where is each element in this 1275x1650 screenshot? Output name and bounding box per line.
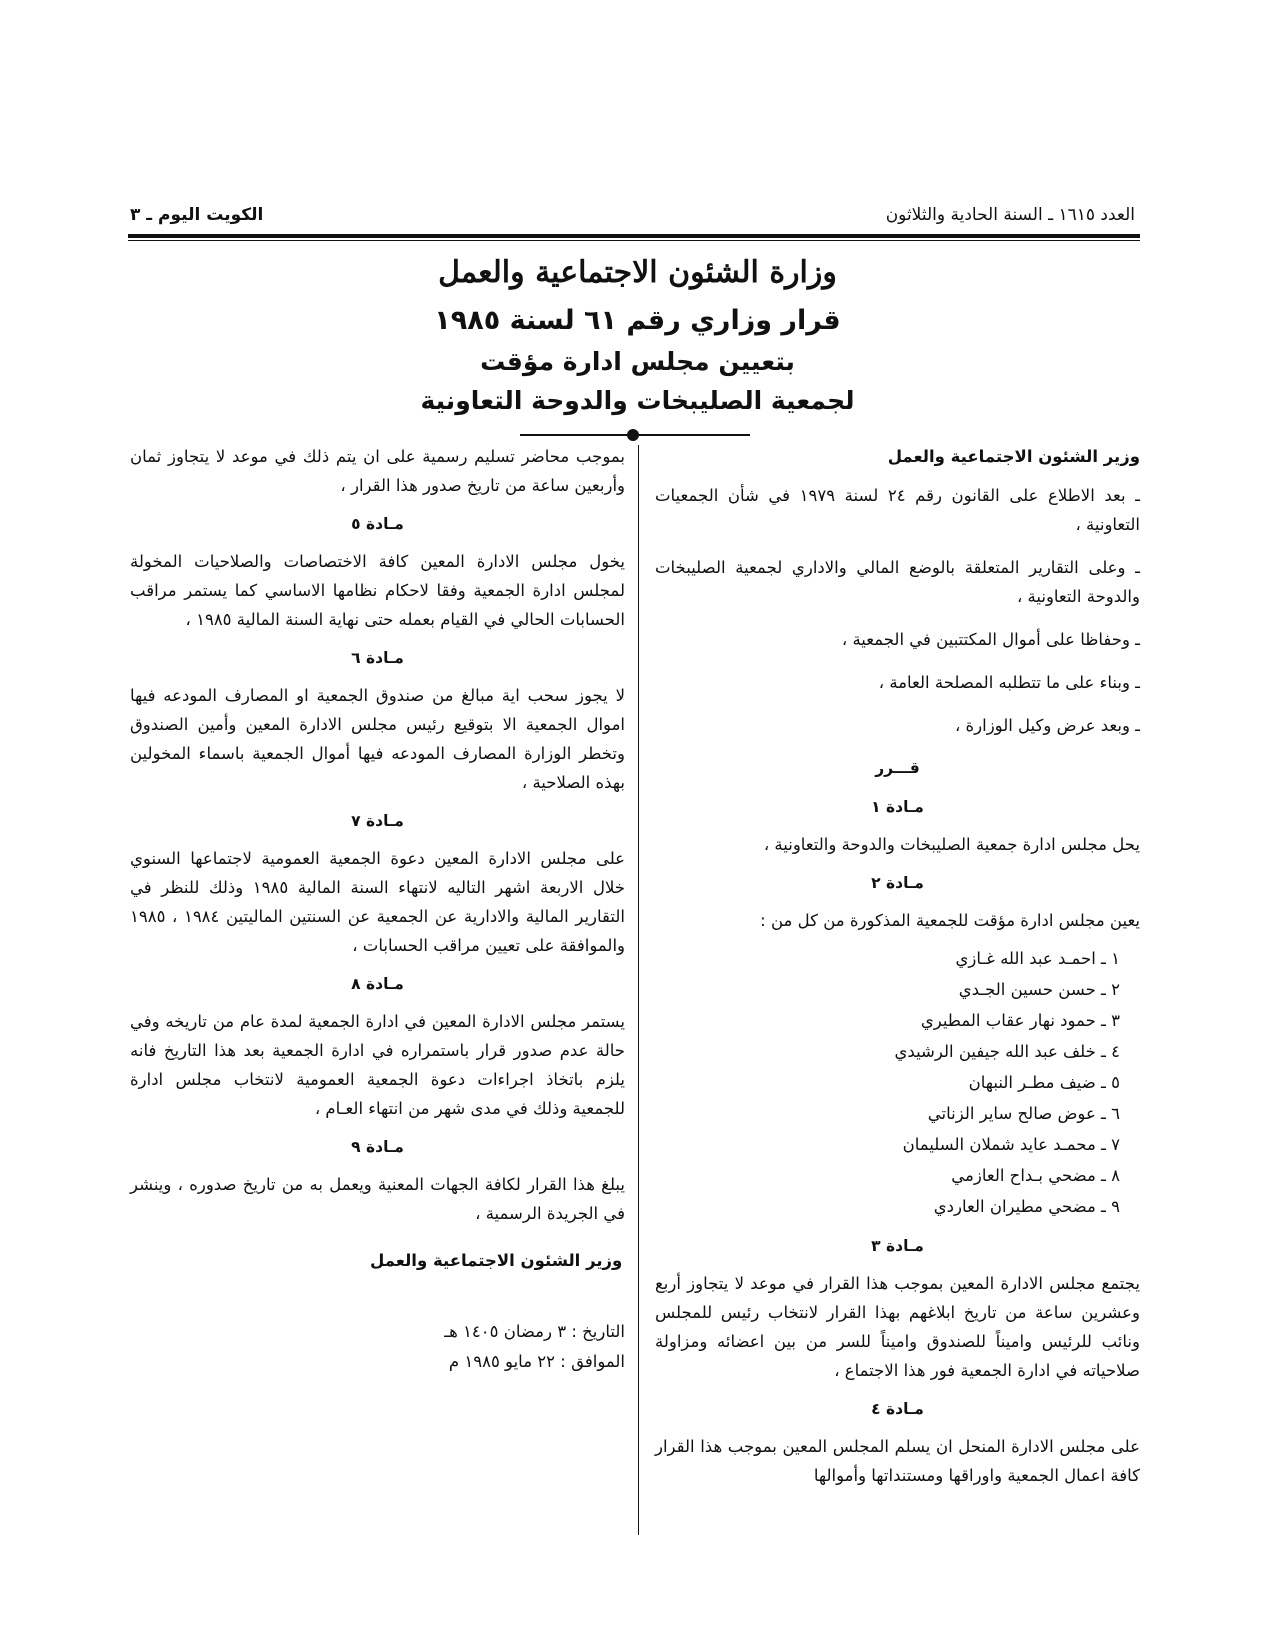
decided-heading: قـــرر: [875, 759, 920, 777]
minister-signature: وزير الشئون الاجتماعية والعمل: [370, 1251, 623, 1270]
article-2-heading: مـادة ٢: [871, 874, 924, 892]
article-1-text: يحل مجلس ادارة جمعية الصليبخات والدوحة والتعاونية ،: [763, 835, 1140, 854]
article-2-text: يعين مجلس ادارة مؤقت للجمعية المذكورة من كل من :: [760, 911, 1140, 930]
issue-label: العدد ١٦١٥ ـ السنة الحادية والثلاثون: [885, 205, 1135, 225]
article-5-text: يخول مجلس الادارة المعين كافة الاختصاصات والصلاحيات المخولة لمجلس ادارة الجمعية وفقا لاحكام نظامها الاساسي كما يستمر مراقب الحسابات الحالي في القيام بعمله حتى نهاية السنة المالية ١٩٨٥ ،: [130, 552, 625, 629]
article-9-heading: مـادة ٩: [351, 1138, 404, 1156]
date-block: [130, 1317, 625, 1377]
header-rule-thin: [128, 240, 1140, 241]
recital: ـ وبعد عرض وكيل الوزارة ،: [954, 716, 1140, 735]
list-item: ٥ ـ ضيف مطـر النبهان: [968, 1073, 1120, 1092]
decision-subtitle-1: بتعيين مجلس ادارة مؤقت: [480, 347, 795, 376]
members-list: [655, 943, 1140, 1222]
article-3-text: يجتمع مجلس الادارة المعين بموجب هذا القرار في موعد لا يتجاوز أربع وعشرين ساعة من تاريخ ابلاغهم بهذا القرار لانتخاب رئيس للمجلس ونائب للرئيس واميناً للصندوق واميناً للسر من بين اعضائه ومزاولة صلاحياته في ادارة الجمعية فور هذا الاجتماع ،: [655, 1274, 1140, 1380]
article-8-text: يستمر مجلس الادارة المعين في ادارة الجمعية لمدة عام من تاريخه وفي حالة عدم صدور قرار باستمراره في ادارة الجمعية بعد هذا التاريخ فانه يلزم باتخاذ اجراءات دعوة الجمعية العمومية لانتخاب مجلس ادارة للجمعية وذلك في مدى شهر من انتهاء العـام ،: [130, 1012, 625, 1118]
article-3-heading: مـادة ٣: [871, 1237, 924, 1255]
article-1-heading: مـادة ١: [871, 798, 924, 816]
list-item: ٤ ـ خلف عبد الله جيفين الرشيدي: [894, 1042, 1120, 1061]
list-item: ٣ ـ حمود نهار عقاب المطيري: [920, 1011, 1120, 1030]
date-hijri: التاريخ : ٣ رمضان ١٤٠٥ هـ: [444, 1322, 625, 1341]
recital: ـ وعلى التقارير المتعلقة بالوضع المالي والاداري لجمعية الصليبخات والدوحة التعاونية ،: [655, 558, 1140, 606]
list-item: ٦ ـ عوض صالح ساير الزناتي: [927, 1104, 1120, 1123]
article-7-heading: مـادة ٧: [351, 812, 404, 830]
article-4-heading: مـادة ٤: [871, 1400, 924, 1418]
recital: ـ بعد الاطلاع على القانون رقم ٢٤ لسنة ١٩٧٩ في شأن الجمعيات التعاونية ،: [655, 486, 1140, 534]
list-item: ٩ ـ مضحي مطيران العاردي: [933, 1197, 1120, 1216]
list-item: ١ ـ احمـد عبد الله غـازي: [955, 949, 1120, 968]
decision-subtitle-2: لجمعية الصليبخات والدوحة التعاونية: [420, 386, 855, 415]
recital: ـ وحفاظا على أموال المكتتبين في الجمعية ،: [841, 630, 1140, 649]
decision-title: قرار وزاري رقم ٦١ لسنة ١٩٨٥: [434, 305, 841, 336]
recital: ـ وبناء على ما تتطلبه المصلحة العامة ،: [878, 673, 1140, 692]
article-5-heading: مـادة ٥: [351, 515, 404, 533]
list-item: ٨ ـ مضحي بـداح العازمي: [951, 1166, 1120, 1185]
left-column: [130, 442, 625, 1377]
column-divider: [638, 445, 639, 1535]
article-9-text: يبلغ هذا القرار لكافة الجهات المعنية ويعمل به من تاريخ صدوره ، وينشر في الجريدة الرسمية ،: [130, 1175, 625, 1223]
list-item: ٧ ـ محمـد عايد شملان السليمان: [902, 1135, 1120, 1154]
article-7-text: على مجلس الادارة المعين دعوة الجمعية العمومية لاجتماعها السنوي خلال الاربعة اشهر التاليه لانتهاء السنة المالية ١٩٨٥ وذلك للنظر في التقارير المالية والادارية عن الجمعية عن السنتين الماليتين ١٩٨٤ ، ١٩٨٥ والموافقة على تعيين مراقب الحسابات ،: [130, 849, 625, 955]
newspaper-page-label: الكويت اليوم ـ ٣: [130, 205, 264, 225]
ministry-heading: وزارة الشئون الاجتماعية والعمل: [438, 255, 837, 290]
header-rule: [128, 234, 1140, 238]
list-item: ٢ ـ حسن حسين الجـدي: [958, 980, 1120, 999]
article-6-text: لا يجوز سحب اية مبالغ من صندوق الجمعية او المصارف المودعه فيها اموال الجمعية الا بتوقيع رئيس مجلس الادارة المعين وأمين الصندوق وتخطر الوزارة المصارف المودعه فيها أموال الجمعية باسماء المخولين بهذه الصلاحية ،: [130, 686, 625, 792]
article-4-text: على مجلس الادارة المنحل ان يسلم المجلس المعين بموجب هذا القرار كافة اعمال الجمعية واوراقها ومستنداتها وأموالها: [655, 1437, 1140, 1485]
article-8-heading: مـادة ٨: [351, 975, 404, 993]
issuer-line: وزير الشئون الاجتماعية والعمل: [887, 447, 1140, 466]
title-ornament: [520, 428, 750, 442]
right-column: [655, 442, 1140, 1498]
article-4-continuation: بموجب محاضر تسليم رسمية على ان يتم ذلك في موعد لا يتجاوز ثمان وأربعين ساعة من تاريخ صدور هذا القرار ،: [130, 447, 625, 495]
article-6-heading: مـادة ٦: [351, 649, 404, 667]
date-gregorian: الموافق : ٢٢ مايو ١٩٨٥ م: [448, 1352, 625, 1371]
